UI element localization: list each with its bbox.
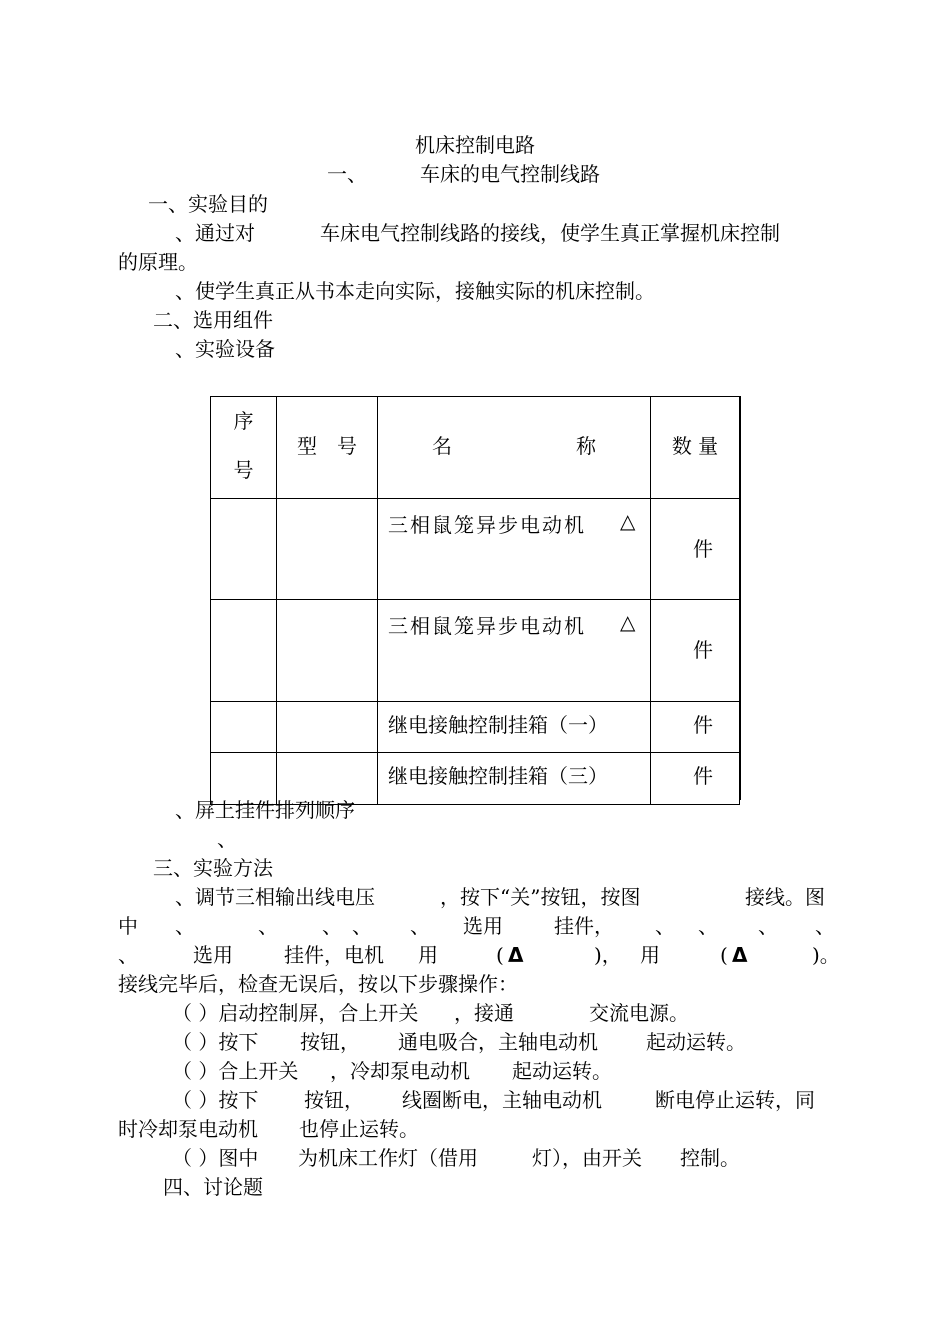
section-1-heading: 一、实验目的: [148, 192, 268, 216]
row-2-name: 三相鼠笼异步电动机: [388, 614, 586, 638]
step-4-cont-b: 也停止运转。: [299, 1117, 419, 1141]
step-4-c: 线圈断电，主轴电动机: [402, 1088, 602, 1112]
header-seq-bottom: 号: [233, 458, 254, 482]
step-5-c: 灯），由开关: [532, 1146, 642, 1170]
equipment-table: [210, 396, 740, 805]
method-l3-d: 用: [418, 943, 438, 967]
step-2-a: （ ）按下: [172, 1030, 259, 1054]
step-2-c: 通电吸合，主轴电动机: [398, 1030, 598, 1054]
step-4-d: 断电停止运转，同: [655, 1088, 815, 1112]
section-4-heading: 四、讨论题: [163, 1175, 263, 1199]
row-2-qty: 件: [693, 638, 713, 662]
method-l2-sep: 、: [655, 914, 675, 938]
step-4-b: 按钮，: [304, 1088, 364, 1112]
method-l1-b: ，按下“关”按钮，按图: [440, 885, 641, 909]
row-4-qty: 件: [693, 764, 713, 788]
delta-symbol-2: Δ: [732, 943, 748, 967]
header-name-a: 名: [432, 434, 452, 458]
method-l3-g: 用: [640, 943, 660, 967]
method-l1-a: 、调节三相输出线电压: [175, 885, 375, 909]
method-l3-f: )，: [594, 943, 622, 967]
header-seq-top: 序: [233, 409, 254, 433]
method-l2-sep: 、: [410, 914, 430, 938]
purpose-2: 、使学生真正从书本走向实际，接触实际的机床控制。: [175, 279, 655, 303]
table-row: [211, 702, 740, 753]
method-l2-sep: 、: [698, 914, 718, 938]
method-l2-sep: 、: [258, 914, 278, 938]
step-3-c: 起动运转。: [512, 1059, 612, 1083]
header-model: 型 号: [297, 434, 357, 458]
method-l2-sep: 、: [322, 914, 342, 938]
method-l2-c: 挂件，: [554, 914, 614, 938]
row-2-mark: △: [620, 610, 636, 634]
method-l2-sep: 、: [352, 914, 372, 938]
method-l2-sep: 、: [758, 914, 778, 938]
method-l3-b: 选用: [193, 943, 233, 967]
row-1-mark: △: [620, 509, 636, 533]
panel-order-sep: 、: [217, 827, 237, 851]
method-l3-e: (: [496, 943, 504, 967]
step-4-a: （ ）按下: [172, 1088, 259, 1112]
table-row: [211, 499, 740, 600]
document-title: 机床控制电路: [415, 133, 535, 157]
method-l2-d: 、: [815, 914, 835, 938]
method-l3-a: 、: [118, 943, 138, 967]
header-qty: 数 量: [671, 434, 719, 458]
row-4-name: 继电接触控制挂箱（三）: [388, 764, 608, 788]
step-5-b: 为机床工作灯（借用: [298, 1146, 478, 1170]
subtitle-number: 一、: [327, 162, 367, 186]
purpose-1-start: 、通过对: [175, 221, 255, 245]
purpose-1-cont: 的原理。: [118, 250, 198, 274]
step-3-a: （ ）合上开关: [172, 1059, 299, 1083]
method-l3-h: (: [720, 943, 728, 967]
method-l3-i: )。: [812, 943, 840, 967]
method-l3-c: 挂件，电机: [284, 943, 384, 967]
method-l1-c: 接线。图: [745, 885, 825, 909]
section-3-heading: 三、实验方法: [153, 856, 273, 880]
table-double-border: [740, 396, 741, 800]
step-2-d: 起动运转。: [646, 1030, 746, 1054]
purpose-1-text: 车床电气控制线路的接线，使学生真正掌握机床控制: [320, 221, 780, 245]
method-l2-a: 中: [118, 914, 138, 938]
method-l2-sep: 、: [175, 914, 195, 938]
panel-order-line: 、屏上挂件排列顺序: [175, 798, 355, 822]
method-l2-b: 选用: [463, 914, 503, 938]
row-1-qty: 件: [693, 537, 713, 561]
table-header-row: [211, 397, 740, 499]
table-row: [211, 600, 740, 702]
subtitle-text: 车床的电气控制线路: [420, 162, 600, 186]
row-1-name: 三相鼠笼异步电动机: [388, 513, 586, 537]
delta-symbol-1: Δ: [508, 943, 524, 967]
header-name-b: 称: [576, 434, 596, 458]
row-3-name: 继电接触控制挂箱（一）: [388, 713, 608, 737]
equipment-subheading: 、实验设备: [175, 337, 275, 361]
step-4-cont-a: 时冷却泵电动机: [118, 1117, 258, 1141]
row-3-qty: 件: [693, 713, 713, 737]
step-2-b: 按钮，: [300, 1030, 360, 1054]
section-2-heading: 二、选用组件: [153, 308, 273, 332]
step-5-d: 控制。: [680, 1146, 740, 1170]
method-l4: 接线完毕后，检查无误后，按以下步骤操作：: [118, 972, 518, 996]
step-1-a: （ ）启动控制屏，合上开关: [172, 1001, 419, 1025]
step-3-b: ，冷却泵电动机: [330, 1059, 470, 1083]
step-5-a: （ ）图中: [172, 1146, 259, 1170]
step-1-b: ，接通: [454, 1001, 514, 1025]
step-1-c: 交流电源。: [589, 1001, 689, 1025]
